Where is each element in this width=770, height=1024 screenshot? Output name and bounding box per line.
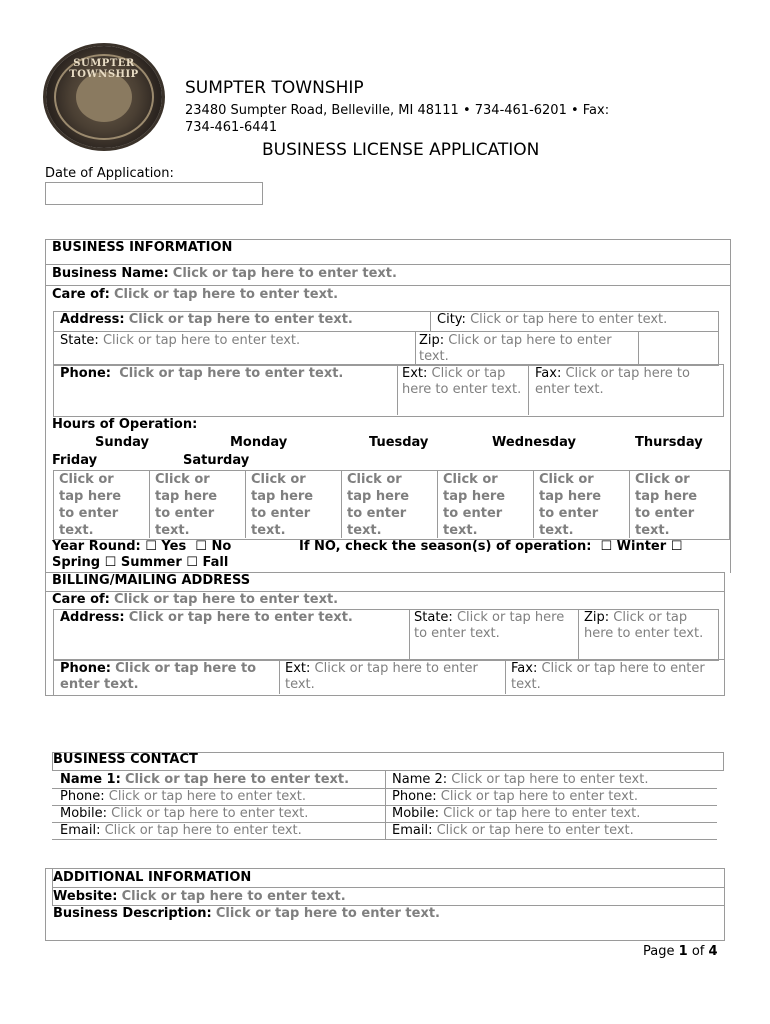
ext-field[interactable]: Ext: Click or tap here to enter text. <box>402 366 522 397</box>
seal-lettering: SUMPTER TOWNSHIP <box>69 58 139 80</box>
phone1-placeholder: Click or tap here to enter text. <box>108 789 306 804</box>
season-row-2: Spring ☐ Summer ☐ Fall <box>52 555 229 570</box>
day-monday: Monday <box>230 435 288 450</box>
day-saturday: Saturday <box>183 453 250 468</box>
additional-heading: ADDITIONAL INFORMATION <box>53 870 252 885</box>
mobile2-placeholder: Click or tap here to enter text. <box>443 806 641 821</box>
billing-fax-field[interactable]: Fax: Click or tap here to enter text. <box>511 661 705 692</box>
website-placeholder: Click or tap here to enter text. <box>121 889 346 904</box>
email1-placeholder: Click or tap here to enter text. <box>104 823 302 838</box>
billing-state-field[interactable]: State: Click or tap here to enter text. <box>414 610 565 641</box>
name2-placeholder: Click or tap here to enter text. <box>451 772 649 787</box>
zip-placeholder: Click or tap here to enter text. <box>419 333 612 364</box>
description-field[interactable]: Business Description: Click or tap here to enter text. <box>53 906 440 921</box>
date-input[interactable] <box>45 182 263 205</box>
day-tuesday: Tuesday <box>369 435 429 450</box>
billing-phone-field[interactable]: Phone: Click or tap here to enter text. <box>60 661 257 692</box>
contact-mobile2-field[interactable]: Mobile: Click or tap here to enter text. <box>392 806 641 821</box>
day-friday: Friday <box>52 453 98 468</box>
form-title: BUSINESS LICENSE APPLICATION <box>262 140 540 160</box>
address-placeholder: Click or tap here to enter text. <box>128 312 353 327</box>
fax-field[interactable]: Fax: Click or tap here to enter text. <box>535 366 690 397</box>
billing-zip-field[interactable]: Zip: Click or tap here to enter text. <box>584 610 704 641</box>
yes-checkbox[interactable]: ☐ <box>145 539 157 554</box>
billing-address-placeholder: Click or tap here to enter text. <box>128 610 353 625</box>
fax-placeholder: Click or tap here to enter text. <box>535 366 690 397</box>
billing-care-of-field[interactable]: Care of: Click or tap here to enter text. <box>52 592 339 607</box>
website-field[interactable]: Website: Click or tap here to enter text. <box>53 889 346 904</box>
page-indicator: Page 1 of 4 <box>643 944 718 959</box>
zip-field[interactable]: Zip: Click or tap here to enter text. <box>419 333 612 364</box>
billing-fax-placeholder: Click or tap here to enter text. <box>511 661 705 692</box>
hours-monday-input[interactable]: Click or tap here to enter text. <box>155 472 218 538</box>
day-thursday: Thursday <box>635 435 703 450</box>
description-placeholder: Click or tap here to enter text. <box>215 906 440 921</box>
hours-label: Hours of Operation: <box>52 417 198 432</box>
contact-name1-field[interactable]: Name 1: Click or tap here to enter text. <box>60 772 350 787</box>
city-placeholder: Click or tap here to enter text. <box>470 312 668 327</box>
ext-placeholder: Click or tap here to enter text. <box>402 366 522 397</box>
fall-checkbox[interactable]: ☐ <box>186 555 198 570</box>
billing-ext-placeholder: Click or tap here to enter text. <box>285 661 478 692</box>
org-name: SUMPTER TOWNSHIP <box>185 78 364 98</box>
billing-phone-placeholder: Click or tap here to enter text. <box>60 661 257 692</box>
billing-care-placeholder: Click or tap here to enter text. <box>114 592 339 607</box>
business-name-field[interactable]: Business Name: Click or tap here to enter text. <box>52 266 397 281</box>
season-row: If NO, check the season(s) of operation: ☐ Winter ☐ <box>299 539 683 554</box>
name1-placeholder: Click or tap here to enter text. <box>124 772 350 787</box>
hours-saturday-input[interactable]: Click or tap here to enter text. <box>635 472 698 538</box>
date-label: Date of Application: <box>45 166 174 181</box>
business-name-placeholder: Click or tap here to enter text. <box>172 266 397 281</box>
care-of-field[interactable]: Care of: Click or tap here to enter text. <box>52 287 339 302</box>
state-placeholder: Click or tap here to enter text. <box>102 333 301 348</box>
address-line-2: 734-461-6441 <box>185 120 278 135</box>
address-line-1: 23480 Sumpter Road, Belleville, MI 48111 • 734-461-6201 • Fax: <box>185 103 610 118</box>
care-of-placeholder: Click or tap here to enter text. <box>114 287 339 302</box>
billing-zip-placeholder: Click or tap here to enter text. <box>584 610 704 641</box>
hours-wednesday-input[interactable]: Click or tap here to enter text. <box>347 472 410 538</box>
phone-placeholder: Click or tap here to enter text. <box>119 366 344 381</box>
contact-phone2-field[interactable]: Phone: Click or tap here to enter text. <box>392 789 638 804</box>
address-field[interactable]: Address: Click or tap here to enter text. <box>60 312 353 327</box>
phone2-placeholder: Click or tap here to enter text. <box>440 789 638 804</box>
billing-state-placeholder: Click or tap here to enter text. <box>414 610 565 641</box>
contact-email1-field[interactable]: Email: Click or tap here to enter text. <box>60 823 302 838</box>
state-field[interactable]: State: Click or tap here to enter text. <box>60 333 301 348</box>
winter-checkbox[interactable]: ☐ <box>600 539 613 554</box>
hours-tuesday-input[interactable]: Click or tap here to enter text. <box>251 472 314 538</box>
hours-thursday-input[interactable]: Click or tap here to enter text. <box>443 472 506 538</box>
day-wednesday: Wednesday <box>492 435 576 450</box>
billing-heading: BILLING/MAILING ADDRESS <box>52 573 251 588</box>
day-sunday: Sunday <box>95 435 150 450</box>
email2-placeholder: Click or tap here to enter text. <box>436 823 634 838</box>
business-info-heading: BUSINESS INFORMATION <box>52 240 233 255</box>
contact-mobile1-field[interactable]: Mobile: Click or tap here to enter text. <box>60 806 309 821</box>
hours-sunday-input[interactable]: Click or tap here to enter text. <box>59 472 122 538</box>
hours-friday-input[interactable]: Click or tap here to enter text. <box>539 472 602 538</box>
contact-heading: BUSINESS CONTACT <box>53 752 198 767</box>
summer-checkbox[interactable]: ☐ <box>104 555 117 570</box>
mobile1-placeholder: Click or tap here to enter text. <box>111 806 309 821</box>
city-field[interactable]: City: Click or tap here to enter text. <box>437 312 668 327</box>
year-round-row: Year Round: ☐ Yes ☐ No <box>52 539 232 554</box>
spring-checkbox[interactable]: ☐ <box>670 539 683 554</box>
no-checkbox[interactable]: ☐ <box>195 539 207 554</box>
contact-name2-field[interactable]: Name 2: Click or tap here to enter text. <box>392 772 649 787</box>
contact-phone1-field[interactable]: Phone: Click or tap here to enter text. <box>60 789 306 804</box>
billing-address-field[interactable]: Address: Click or tap here to enter text. <box>60 610 353 625</box>
phone-field[interactable]: Phone: Click or tap here to enter text. <box>60 366 344 381</box>
billing-ext-field[interactable]: Ext: Click or tap here to enter text. <box>285 661 478 692</box>
contact-email2-field[interactable]: Email: Click or tap here to enter text. <box>392 823 634 838</box>
township-seal <box>46 46 162 148</box>
